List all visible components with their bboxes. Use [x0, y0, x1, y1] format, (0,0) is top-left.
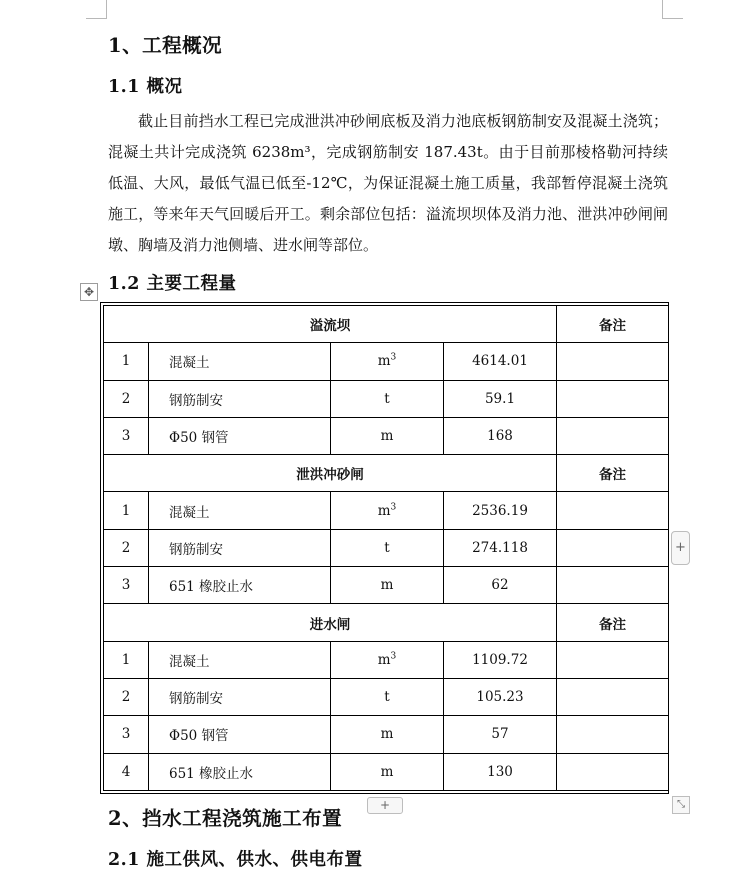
- row-number: 2: [104, 380, 149, 417]
- table-row: [104, 417, 669, 454]
- remark-cell: [557, 529, 669, 566]
- unit-cell: [331, 417, 444, 454]
- heading-1-1: 1.1 概况: [108, 77, 183, 97]
- unit: t: [384, 689, 390, 706]
- heading-1-2: 1.2 主要工程量: [108, 274, 237, 294]
- table-row: [104, 567, 669, 604]
- unit: m: [377, 502, 391, 519]
- remark-cell: [557, 716, 669, 753]
- quantity: 130: [444, 753, 557, 790]
- unit: m: [377, 353, 391, 370]
- row-number: 1: [104, 641, 149, 678]
- item-name: Φ50 钢管: [149, 417, 331, 454]
- quantity: 59.1: [444, 380, 557, 417]
- quantity: 274.118: [444, 529, 557, 566]
- unit: t: [384, 539, 390, 556]
- unit: m: [377, 651, 391, 668]
- unit-superscript: 3: [390, 352, 397, 363]
- table-row: [104, 716, 669, 753]
- unit-cell: [331, 567, 444, 604]
- item-name: 钢筋制安: [149, 380, 331, 417]
- row-number: 3: [104, 567, 149, 604]
- item-name: 钢筋制安: [149, 529, 331, 566]
- remark-cell: [557, 567, 669, 604]
- item-name: 混凝土: [149, 343, 331, 380]
- row-number: 3: [104, 417, 149, 454]
- row-number: 2: [104, 678, 149, 715]
- page-corner-mark-right: [662, 0, 683, 19]
- remark-cell: [557, 417, 669, 454]
- remark-cell: [557, 641, 669, 678]
- remark-cell: [557, 678, 669, 715]
- remark-cell: [557, 343, 669, 380]
- row-number: 2: [104, 529, 149, 566]
- unit: m: [380, 577, 394, 594]
- table-row: [104, 343, 669, 380]
- table-resize-handle-icon[interactable]: ⤡: [672, 796, 690, 814]
- unit-superscript: 3: [390, 502, 397, 513]
- section-title: 进水闸: [104, 604, 557, 641]
- unit-cell: [331, 529, 444, 566]
- unit-cell: [331, 678, 444, 715]
- remark-cell: [557, 380, 669, 417]
- unit-cell: [331, 716, 444, 753]
- item-name: 混凝土: [149, 492, 331, 529]
- add-column-button[interactable]: +: [671, 531, 690, 565]
- unit-cell: [331, 380, 444, 417]
- unit: t: [384, 390, 390, 407]
- table-section-header-row: [104, 604, 669, 641]
- quantity-table: [100, 302, 669, 794]
- unit: m: [380, 763, 394, 780]
- unit-cell: [331, 343, 444, 380]
- remark-header: 备注: [557, 306, 669, 343]
- table-section-header-row: [104, 306, 669, 343]
- unit-cell: [331, 641, 444, 678]
- table-section-header-row: [104, 455, 669, 492]
- remark-cell: [557, 753, 669, 790]
- row-number: 1: [104, 492, 149, 529]
- unit-cell: [331, 492, 444, 529]
- remark-header: 备注: [557, 604, 669, 641]
- remark-cell: [557, 492, 669, 529]
- quantity: 4614.01: [444, 343, 557, 380]
- heading-2: 2、挡水工程浇筑施工布置: [108, 807, 343, 830]
- quantity: 57: [444, 716, 557, 753]
- table-row: [104, 753, 669, 790]
- quantity: 1109.72: [444, 641, 557, 678]
- quantity: 62: [444, 567, 557, 604]
- table-row: [104, 492, 669, 529]
- table-row: [104, 380, 669, 417]
- overview-paragraph: [108, 106, 668, 261]
- overview-paragraph-text: 截止目前挡水工程已完成泄洪冲砂闸底板及消力池底板钢筋制安及混凝土浇筑；混凝土共计完成浇筑 6238m³，完成钢筋制安 187.43t。由于目前那棱格勒河持续低温、大风，最低气温已低至-12℃，为保证混凝土施工质量，我部暂停混凝土浇筑施工，等来年天气回暖后开工。剩余部位包括：溢流坝坝体及消力池、泄洪冲砂闸闸墩、胸墙及消力池侧墙、进水闸等部位。: [108, 112, 668, 254]
- item-name: 651 橡胶止水: [149, 567, 331, 604]
- quantity: 105.23: [444, 678, 557, 715]
- row-number: 4: [104, 753, 149, 790]
- quantity-table-grid: [103, 305, 669, 791]
- table-row: [104, 529, 669, 566]
- add-row-button[interactable]: +: [367, 797, 403, 814]
- unit: m: [380, 726, 394, 743]
- table-row: [104, 641, 669, 678]
- unit-superscript: 3: [390, 651, 397, 662]
- section-title: 泄洪冲砂闸: [104, 455, 557, 492]
- unit-cell: [331, 753, 444, 790]
- section-title: 溢流坝: [104, 306, 557, 343]
- item-name: Φ50 钢管: [149, 716, 331, 753]
- table-row: [104, 678, 669, 715]
- quantity: 168: [444, 417, 557, 454]
- page-corner-mark-left: [86, 0, 107, 19]
- unit: m: [380, 428, 394, 445]
- table-move-handle-icon[interactable]: ✥: [80, 283, 98, 301]
- item-name: 651 橡胶止水: [149, 753, 331, 790]
- heading-2-1: 2.1 施工供风、供水、供电布置: [108, 850, 363, 870]
- remark-header: 备注: [557, 455, 669, 492]
- row-number: 1: [104, 343, 149, 380]
- item-name: 钢筋制安: [149, 678, 331, 715]
- item-name: 混凝土: [149, 641, 331, 678]
- heading-1: 1、工程概况: [108, 34, 223, 57]
- quantity: 2536.19: [444, 492, 557, 529]
- row-number: 3: [104, 716, 149, 753]
